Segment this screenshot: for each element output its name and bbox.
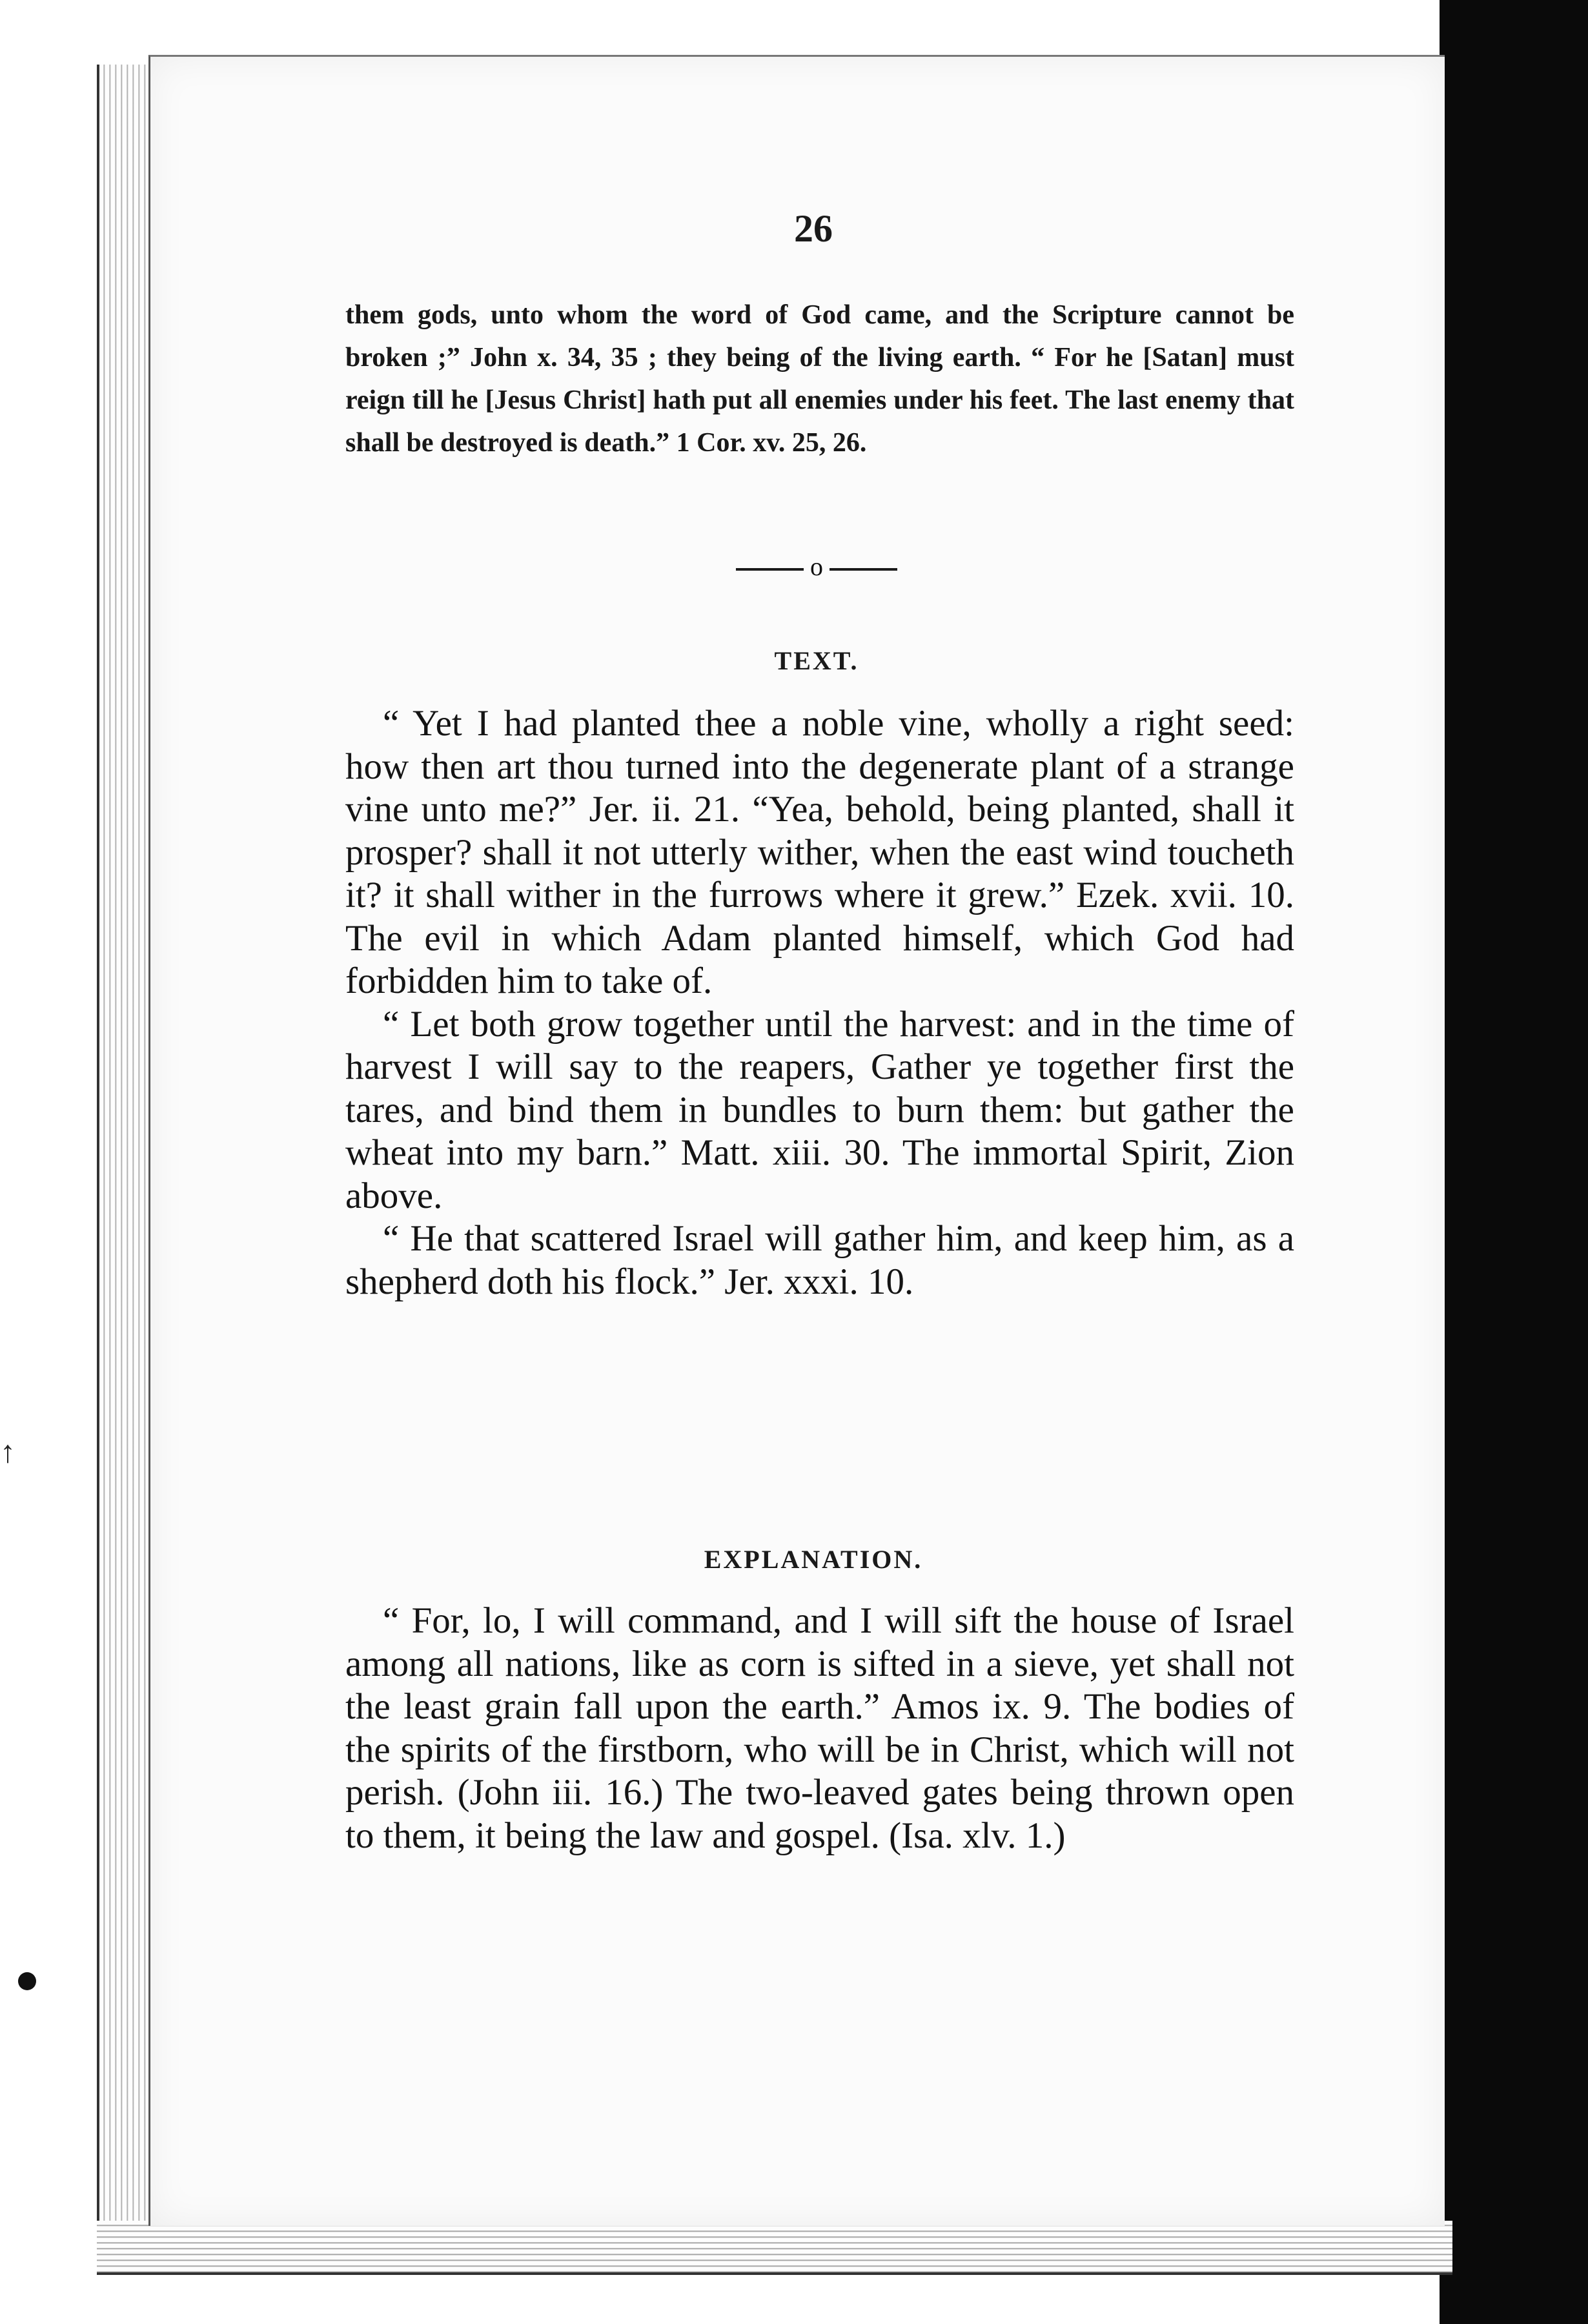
- text-paragraph: “ Let both grow together until the harvest: and in the time of harvest I will say to the reapers, Gather ye together first the tares, and bind them in bundles to burn them: but gather the wheat into my barn.” Matt. xiii. 30. The immortal Spirit, Zion above.: [345, 1003, 1294, 1216]
- explanation-paragraph: “ For, lo, I will command, and I will sift the house of Israel among all nations, like as corn is sifted in a sieve, yet shall not the least grain fall upon the earth.” Amos ix. 9. The bodies of the spirits of the firstborn, who will be in Christ, which will not perish. (John iii. 16.) The two-leaved gates being thrown open to them, it being the law and gospel. (Isa. xlv. 1.): [345, 1600, 1294, 1856]
- text-section-body: [345, 702, 1294, 1303]
- separator-ornament: o: [810, 552, 823, 581]
- intro-paragraph: them gods, unto whom the word of God came, and the Scripture cannot be broken ;” John x. 34, 35 ; they being of the living earth. “ For he [Satan] must reign till he [Jesus Christ] hath put all enemies under his feet. The last enemy that shall be destroyed is death.” 1 Cor. xv. 25, 26.: [345, 300, 1294, 458]
- book-page-edges-bottom: [97, 2221, 1452, 2275]
- explanation-section-body: [345, 1600, 1294, 1857]
- separator-line-left: [736, 568, 804, 571]
- section-separator: [736, 552, 897, 581]
- text-paragraph: “ Yet I had planted thee a noble vine, wholly a right seed: how then art thou turned into the degenerate plant of a strange vine unto me?” Jer. ii. 21. “Yea, behold, being planted, shall it prosper? shall it not utterly wither, when the east wind toucheth it? it shall wither in the furrows where it grew.” Ezek. xvii. 10. The evil in which Adam planted himself, which God had forbidden him to take of.: [345, 703, 1294, 1001]
- margin-arrow-mark: ↑: [0, 1435, 15, 1469]
- explanation-section-heading: EXPLANATION.: [704, 1545, 923, 1574]
- text-section-heading: TEXT.: [774, 646, 859, 675]
- text-paragraph: “ He that scattered Israel will gather him, and keep him, as a shepherd doth his flock.” Jer. xxxi. 10.: [345, 1218, 1294, 1302]
- scan-background-top: [0, 0, 1588, 45]
- separator-line-right: [830, 568, 897, 571]
- page-number: 26: [794, 207, 833, 250]
- scan-background-right: [1440, 0, 1588, 2324]
- margin-ink-dot: [18, 1972, 36, 1990]
